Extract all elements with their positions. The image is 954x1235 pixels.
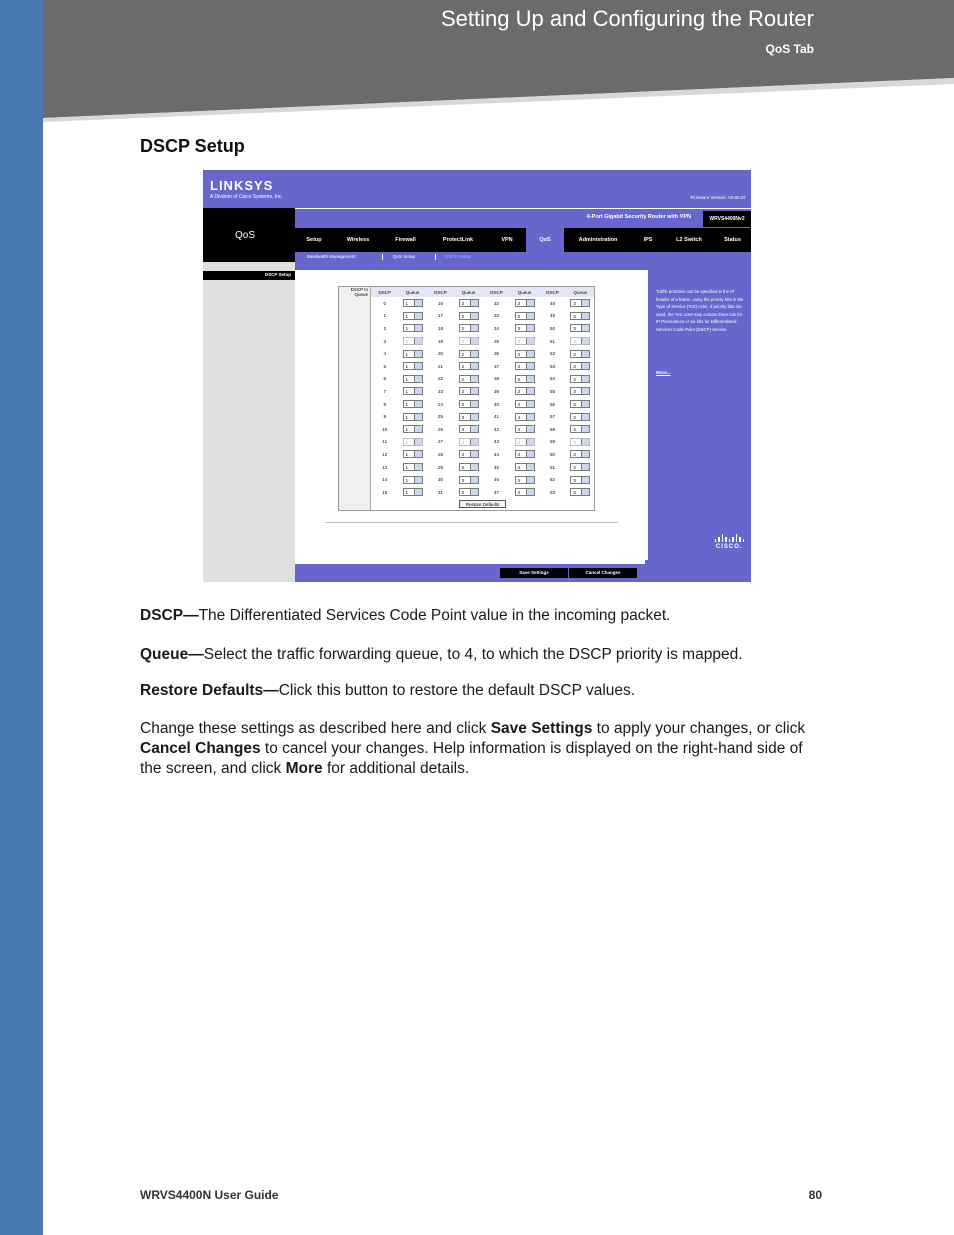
queue-select[interactable]: 4 [515, 488, 535, 496]
queue-select[interactable]: 1 [403, 337, 423, 345]
nav-qos[interactable]: QoS [526, 228, 564, 252]
table-row [339, 398, 595, 411]
column-header: DSCP [427, 287, 455, 298]
queue-cell [455, 436, 483, 449]
table-row [339, 486, 595, 499]
queue-cell [567, 448, 595, 461]
dscp-table [338, 286, 595, 511]
dscp-value: 14 [382, 477, 388, 483]
queue-select[interactable]: 1 [403, 387, 423, 395]
queue-select[interactable]: 3 [515, 375, 535, 383]
table-row [339, 423, 595, 436]
queue-cell [567, 322, 595, 335]
change-text: Change these settings as described here and click [140, 720, 491, 737]
queue-cell [511, 347, 539, 360]
dscp-value: 23 [437, 388, 443, 394]
more-ref: More [285, 760, 323, 777]
queue-select[interactable]: 2 [459, 375, 479, 383]
dscp-value: 55 [549, 388, 555, 394]
dscp-value: 28 [437, 451, 443, 457]
model-name: WRVS4400Nv2 [703, 211, 751, 227]
sub-nav [295, 252, 751, 262]
dscp-value: 49 [549, 313, 555, 319]
restore-description: Click this button to restore the default DSCP values. [278, 682, 636, 699]
subnav-qos-setup[interactable]: QoS Setup [393, 254, 416, 259]
queue-cell [511, 461, 539, 474]
product-name: 4-Port Gigabit Security Router with VPN [586, 214, 691, 220]
queue-select[interactable]: 3 [570, 350, 590, 358]
dscp-value: 11 [382, 439, 388, 445]
action-bar [295, 564, 645, 582]
dscp-value: 44 [493, 451, 499, 457]
queue-select[interactable]: 3 [459, 488, 479, 496]
queue-cell [567, 373, 595, 386]
queue-term: Queue— [140, 646, 204, 663]
queue-cell [511, 486, 539, 499]
queue-select[interactable]: 4 [515, 413, 535, 421]
table-row [339, 373, 595, 386]
queue-select[interactable]: 3 [459, 425, 479, 433]
queue-cell [511, 448, 539, 461]
dscp-value: 54 [549, 376, 555, 382]
queue-select[interactable]: 3 [570, 413, 590, 421]
nav-administration[interactable]: Administration [578, 237, 618, 243]
cancel-changes-button[interactable]: Cancel Changes [569, 568, 637, 578]
queue-select[interactable]: 3 [515, 387, 535, 395]
queue-cell [455, 398, 483, 411]
queue-select[interactable]: 1 [403, 375, 423, 383]
main-content [295, 270, 645, 564]
queue-select[interactable]: 2 [459, 387, 479, 395]
column-header: DSCP [371, 287, 399, 298]
dscp-value: 59 [549, 439, 555, 445]
queue-cell [455, 423, 483, 436]
queue-cell [511, 473, 539, 486]
queue-select[interactable]: 4 [515, 463, 535, 471]
queue-cell [455, 347, 483, 360]
queue-select[interactable]: 2 [459, 299, 479, 307]
dscp-value: 0 [383, 300, 386, 306]
dscp-value: 32 [493, 300, 499, 306]
left-section-label: DSCP Setup [203, 271, 295, 280]
queue-cell [455, 322, 483, 335]
dscp-table-body [339, 297, 595, 511]
queue-select[interactable]: 4 [515, 476, 535, 484]
queue-select[interactable]: 1 [403, 413, 423, 421]
dscp-value: 16 [437, 300, 443, 306]
dscp-value: 38 [493, 376, 499, 382]
restore-defaults-button[interactable]: Restore Defaults [459, 500, 507, 508]
queue-cell [567, 310, 595, 323]
queue-cell [455, 310, 483, 323]
column-header: Queue [399, 287, 427, 298]
dscp-value: 3 [383, 338, 386, 344]
nav-ips[interactable]: IPS [643, 237, 653, 243]
dscp-value: 7 [383, 388, 386, 394]
dscp-value: 63 [549, 489, 555, 495]
column-header: Queue [511, 287, 539, 298]
queue-cell [567, 461, 595, 474]
dscp-value: 51 [549, 338, 555, 344]
dscp-value: 4 [383, 351, 386, 357]
restore-cell [371, 499, 595, 511]
dscp-value: 24 [437, 401, 443, 407]
queue-select[interactable]: 3 [570, 324, 590, 332]
queue-cell [399, 436, 427, 449]
queue-cell [511, 360, 539, 373]
linksys-logo: LINKSYS [210, 178, 274, 193]
queue-cell [511, 410, 539, 423]
queue-cell [567, 423, 595, 436]
queue-cell [399, 410, 427, 423]
queue-cell [511, 310, 539, 323]
subnav-divider [435, 254, 436, 260]
nav-status[interactable]: Status [724, 237, 741, 243]
queue-select[interactable]: 1 [403, 476, 423, 484]
queue-cell [567, 360, 595, 373]
queue-select[interactable]: 2 [459, 324, 479, 332]
nav-l2-switch[interactable]: L2 Switch [676, 237, 702, 243]
dscp-value: 57 [549, 414, 555, 420]
queue-select[interactable]: 1 [403, 400, 423, 408]
nav-protectlink[interactable]: ProtectLink [442, 237, 474, 243]
firmware-version: Firmware Version: V0.00.07 [690, 195, 746, 200]
queue-select[interactable]: 2 [459, 350, 479, 358]
queue-select[interactable]: 3 [459, 413, 479, 421]
queue-select[interactable]: 3 [459, 438, 479, 446]
change-text: to cancel your changes. Help information is displayed on the right-hand side of the screen, and click [140, 740, 803, 777]
table-row [339, 473, 595, 486]
dscp-value: 37 [493, 363, 499, 369]
subnav-dscp-setup[interactable]: DSCP Setup [445, 254, 471, 259]
dscp-value: 48 [549, 300, 555, 306]
dscp-value: 19 [437, 338, 443, 344]
dscp-term: DSCP— [140, 607, 199, 624]
nav-firewall[interactable]: Firewall [395, 237, 416, 243]
queue-select[interactable]: 3 [515, 299, 535, 307]
column-header: DSCP [539, 287, 567, 298]
dscp-value: 39 [493, 388, 499, 394]
dscp-value: 15 [382, 489, 388, 495]
queue-select[interactable]: 3 [459, 450, 479, 458]
section-title: DSCP Setup [140, 136, 245, 156]
queue-select[interactable]: 1 [403, 450, 423, 458]
queue-cell [399, 297, 427, 310]
queue-cell [399, 461, 427, 474]
column-header: Queue [567, 287, 595, 298]
restore-paragraph [140, 681, 635, 701]
dscp-value: 27 [437, 439, 443, 445]
dscp-value: 53 [549, 363, 555, 369]
brand-bar [203, 170, 751, 208]
dscp-paragraph [140, 606, 670, 626]
queue-cell [511, 335, 539, 348]
dscp-value: 61 [549, 464, 555, 470]
queue-select[interactable]: 3 [459, 400, 479, 408]
table-row [339, 436, 595, 449]
dscp-value: 45 [493, 464, 499, 470]
restore-row [339, 499, 595, 511]
queue-cell [399, 347, 427, 360]
dscp-description: The Differentiated Services Code Point value in the incoming packet. [198, 607, 671, 624]
queue-select[interactable]: 3 [570, 362, 590, 370]
dscp-value: 43 [493, 439, 499, 445]
dscp-value: 41 [493, 414, 499, 420]
queue-cell [511, 297, 539, 310]
dscp-value: 33 [493, 313, 499, 319]
queue-select[interactable]: 1 [403, 362, 423, 370]
queue-select[interactable]: 3 [515, 312, 535, 320]
dscp-value: 9 [383, 414, 386, 420]
dscp-value: 25 [437, 414, 443, 420]
queue-cell [399, 335, 427, 348]
queue-cell [567, 335, 595, 348]
queue-cell [399, 360, 427, 373]
queue-select[interactable]: 3 [570, 299, 590, 307]
queue-cell [567, 436, 595, 449]
column-header: Queue [455, 287, 483, 298]
dscp-value: 56 [549, 401, 555, 407]
queue-select[interactable]: 3 [570, 375, 590, 383]
header-subtitle: QoS Tab [765, 42, 814, 56]
queue-select[interactable]: 3 [570, 312, 590, 320]
footer-guide-name: WRVS4400N User Guide [140, 1188, 279, 1202]
queue-cell [511, 322, 539, 335]
queue-cell [567, 410, 595, 423]
change-paragraph [140, 719, 820, 779]
queue-select[interactable]: 3 [459, 463, 479, 471]
dscp-value: 29 [437, 464, 443, 470]
dscp-value: 1 [383, 313, 386, 319]
dscp-value: 42 [493, 426, 499, 432]
queue-cell [511, 385, 539, 398]
queue-paragraph [140, 645, 743, 665]
queue-cell [455, 385, 483, 398]
dscp-value: 30 [437, 477, 443, 483]
left-column [203, 262, 295, 582]
dscp-value: 5 [383, 363, 386, 369]
queue-cell [455, 448, 483, 461]
router-screenshot [203, 170, 751, 582]
table-row [339, 347, 595, 360]
dscp-value: 35 [493, 338, 499, 344]
dscp-value: 10 [382, 426, 388, 432]
dscp-value: 58 [549, 426, 555, 432]
table-row [339, 461, 595, 474]
dscp-value: 50 [549, 325, 555, 331]
queue-cell [399, 448, 427, 461]
queue-cell [399, 398, 427, 411]
dscp-value: 21 [437, 363, 443, 369]
queue-select[interactable]: 1 [403, 425, 423, 433]
nav-setup[interactable]: Setup [306, 237, 322, 243]
queue-cell [455, 335, 483, 348]
dscp-value: 6 [383, 376, 386, 382]
dscp-value: 13 [382, 464, 388, 470]
row-label-cell [339, 297, 371, 511]
queue-cell [455, 373, 483, 386]
queue-cell [455, 461, 483, 474]
dscp-value: 47 [493, 489, 499, 495]
queue-select[interactable]: 1 [403, 312, 423, 320]
queue-select[interactable]: 3 [570, 387, 590, 395]
queue-select[interactable]: 4 [515, 425, 535, 433]
dscp-value: 52 [549, 351, 555, 357]
queue-select[interactable]: 1 [403, 324, 423, 332]
queue-select[interactable]: 3 [570, 425, 590, 433]
queue-cell [567, 385, 595, 398]
queue-cell [455, 297, 483, 310]
table-row [339, 335, 595, 348]
queue-select[interactable]: 2 [459, 362, 479, 370]
table-row [339, 448, 595, 461]
queue-select[interactable]: 3 [570, 476, 590, 484]
queue-cell [455, 360, 483, 373]
queue-cell [511, 423, 539, 436]
queue-select[interactable]: 4 [515, 438, 535, 446]
queue-select[interactable]: 3 [515, 337, 535, 345]
save-settings-ref: Save Settings [490, 720, 593, 737]
help-more-link[interactable]: More... [656, 370, 671, 375]
header-title: Setting Up and Configuring the Router [440, 6, 814, 31]
queue-cell [399, 322, 427, 335]
dscp-value: 26 [437, 426, 443, 432]
table-row [339, 360, 595, 373]
dscp-value: 46 [493, 477, 499, 483]
brand-subtitle: A Division of Cisco Systems, Inc. [210, 194, 283, 200]
table-row [339, 322, 595, 335]
queue-select[interactable]: 2 [459, 337, 479, 345]
help-panel [645, 270, 751, 560]
nav-vpn[interactable]: VPN [501, 237, 513, 243]
table-row [339, 310, 595, 323]
queue-select[interactable]: 1 [403, 488, 423, 496]
queue-cell [455, 410, 483, 423]
cisco-logo [715, 534, 745, 550]
product-bar [295, 208, 751, 228]
change-text: to apply your changes, or click [592, 720, 806, 737]
queue-cell [399, 385, 427, 398]
queue-select[interactable]: 3 [570, 450, 590, 458]
subnav-divider [382, 254, 383, 260]
queue-select[interactable]: 1 [403, 463, 423, 471]
subnav-bandwidth-management[interactable]: Bandwidth Management [307, 254, 356, 259]
dscp-value: 22 [437, 376, 443, 382]
table-row [339, 385, 595, 398]
column-header: DSCP [483, 287, 511, 298]
queue-select[interactable]: 3 [515, 324, 535, 332]
queue-select[interactable]: 3 [570, 438, 590, 446]
queue-cell [567, 473, 595, 486]
queue-cell [399, 486, 427, 499]
queue-cell [567, 398, 595, 411]
table-row [339, 297, 595, 310]
queue-cell [455, 473, 483, 486]
queue-cell [511, 436, 539, 449]
queue-cell [399, 310, 427, 323]
queue-cell [567, 347, 595, 360]
footer-page-number: 80 [808, 1188, 822, 1202]
table-header-row [339, 287, 595, 298]
dscp-value: 17 [437, 313, 443, 319]
main-nav [295, 228, 751, 252]
dscp-value: 20 [437, 351, 443, 357]
cisco-wordmark: CISCO. [715, 544, 743, 550]
queue-cell [511, 373, 539, 386]
dscp-value: 12 [382, 451, 388, 457]
dscp-to-queue-label: DSCP to Queue [339, 287, 371, 298]
page-header [43, 0, 954, 122]
queue-select[interactable]: 3 [459, 476, 479, 484]
queue-cell [399, 473, 427, 486]
dscp-value: 40 [493, 401, 499, 407]
queue-select[interactable]: 4 [515, 450, 535, 458]
queue-cell [455, 486, 483, 499]
restore-term: Restore Defaults— [140, 682, 279, 699]
queue-cell [399, 423, 427, 436]
save-settings-button[interactable]: Save Settings [500, 568, 568, 578]
queue-cell [511, 398, 539, 411]
section-label: QoS [203, 208, 295, 262]
change-text: for additional details. [322, 760, 470, 777]
dscp-value: 34 [493, 325, 499, 331]
queue-description: Select the traffic forwarding queue, to 4, to which the DSCP priority is mapped. [203, 646, 743, 663]
queue-select[interactable]: 3 [515, 350, 535, 358]
dscp-value: 18 [437, 325, 443, 331]
queue-cell [567, 486, 595, 499]
dscp-value: 60 [549, 451, 555, 457]
nav-wireless[interactable]: Wireless [346, 237, 370, 243]
dscp-value: 62 [549, 477, 555, 483]
divider [325, 522, 618, 523]
queue-select[interactable]: 1 [403, 350, 423, 358]
queue-select[interactable]: 3 [570, 488, 590, 496]
dscp-value: 31 [437, 489, 443, 495]
queue-cell [399, 373, 427, 386]
dscp-value: 36 [493, 351, 499, 357]
queue-cell [567, 297, 595, 310]
dscp-value: 2 [383, 325, 386, 331]
queue-select[interactable]: 3 [515, 362, 535, 370]
queue-select[interactable]: 2 [459, 312, 479, 320]
queue-select[interactable]: 3 [570, 463, 590, 471]
queue-select[interactable]: 1 [403, 299, 423, 307]
left-color-band [0, 0, 43, 1235]
queue-select[interactable]: 4 [515, 400, 535, 408]
cisco-bars-icon [715, 534, 745, 542]
queue-select[interactable]: 3 [570, 400, 590, 408]
queue-select[interactable]: 3 [570, 337, 590, 345]
queue-select[interactable]: 1 [403, 438, 423, 446]
help-text: Traffic priorities can be specified in the IP header of a frame, using the priority bits in the Type of Service (ToS) octet. If priority bits are used, the ToS octet may contain three bits for IP Precedence or six bits for Differentiated Services Code Point (DSCP) Service. [656, 289, 744, 332]
cancel-changes-ref: Cancel Changes [140, 740, 261, 757]
dscp-value: 8 [383, 401, 386, 407]
table-row [339, 410, 595, 423]
